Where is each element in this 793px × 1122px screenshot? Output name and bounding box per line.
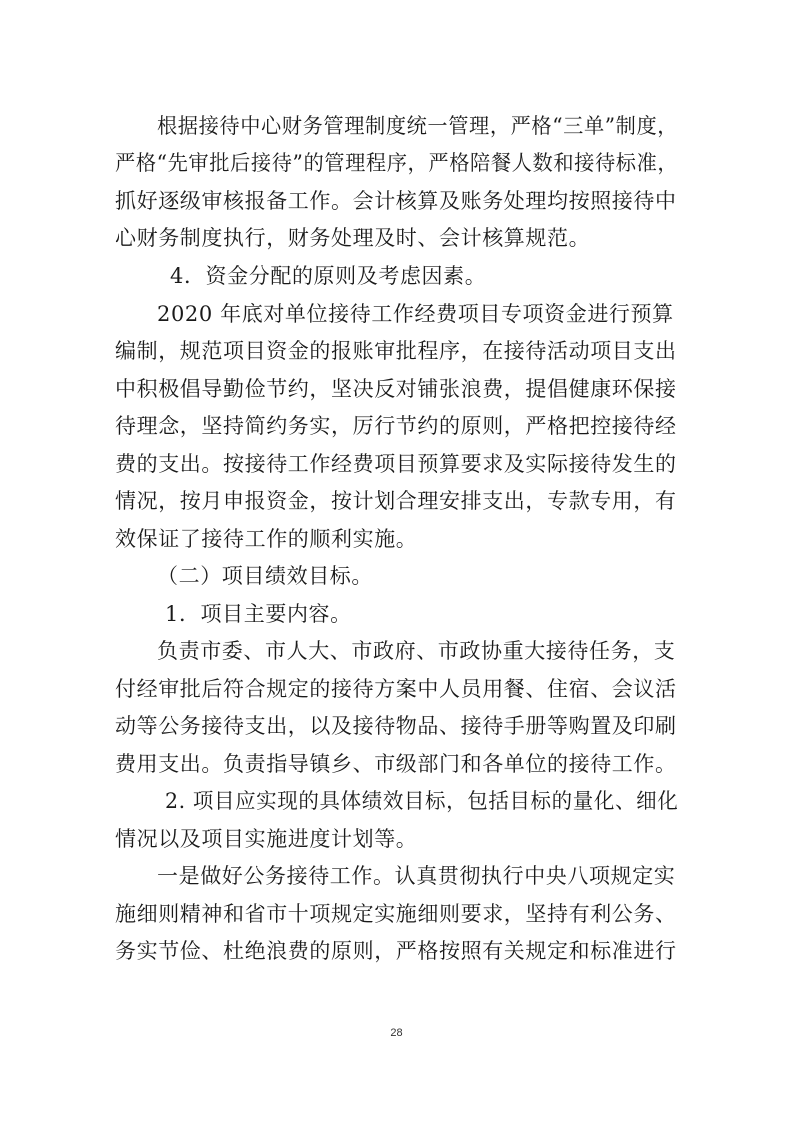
body-text-line: 情况以及项目实施进度计划等。 [115,827,418,851]
section-heading: 1．项目主要内容。 [165,602,352,626]
body-text-line: 负责市委、市人大、市政府、市政协重大接待任务，支 [157,639,676,663]
body-text-line: 一是做好公务接待工作。认真贯彻执行中央八项规定实 [157,864,676,888]
body-text-line: 费用支出。负责指导镇乡、市级部门和各单位的接待工作。 [115,752,677,776]
page-number: 28 [390,1027,403,1039]
body-text-line: 中积极倡导勤俭节约，坚决反对铺张浪费，提倡健康环保接 [115,377,677,401]
body-text-line: 情况，按月申报资金，按计划合理安排支出，专款专用，有 [115,489,677,513]
body-text-line: 根据接待中心财务管理制度统一管理，严格“三单”制度， [157,114,679,138]
body-text-line: 施细则精神和省市十项规定实施细则要求，坚持有利公务、 [115,902,677,926]
body-text-line: 抓好逐级审核报备工作。会计核算及账务处理均按照接待中 [115,189,677,213]
body-text-line: 2020 年底对单位接待工作经费项目专项资金进行预算 [157,302,674,326]
body-text-line: 心财务制度执行，财务处理及时、会计核算规范。 [115,226,591,250]
body-text-line: 待理念，坚持简约务实，厉行节约的原则，严格把控接待经 [115,414,677,438]
section-heading: 4．资金分配的原则及考虑因素。 [170,264,487,288]
body-text-line: 动等公务接待支出，以及接待物品、接待手册等购置及印刷 [115,714,677,738]
body-text-line: 务实节俭、杜绝浪费的原则，严格按照有关规定和标准进行 [115,939,677,963]
section-heading: （二）项目绩效目标。 [157,564,373,588]
body-text-line: 效保证了接待工作的顺利实施。 [115,527,418,551]
section-heading: 2. 项目应实现的具体绩效目标，包括目标的量化、细化 [165,789,679,813]
body-text-line: 编制，规范项目资金的报账审批程序，在接待活动项目支出 [115,339,677,363]
body-text-line: 付经审批后符合规定的接待方案中人员用餐、住宿、会议活 [115,677,677,701]
body-text-line: 费的支出。按接待工作经费项目预算要求及实际接待发生的 [115,452,677,476]
body-text-line: 严格“先审批后接待”的管理程序，严格陪餐人数和接待标准， [115,151,679,175]
